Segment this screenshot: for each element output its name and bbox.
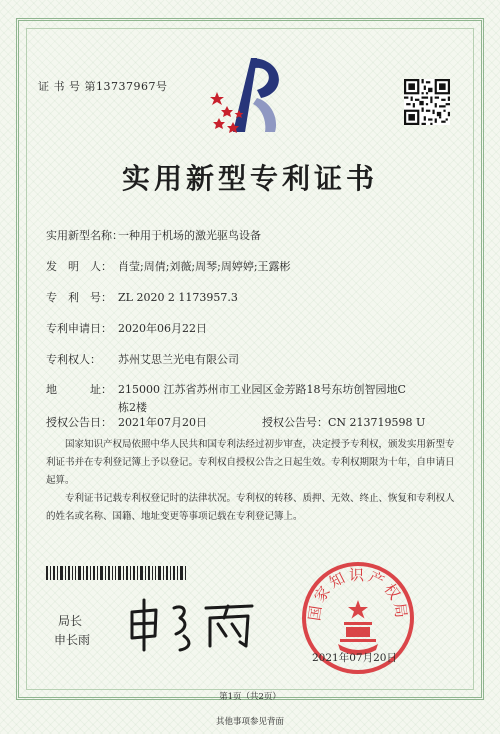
field-value: 苏州艾思兰光电有限公司 [118,353,239,366]
qr-code-icon [404,79,450,125]
address-field-label [46,381,118,397]
field-label: 授权公告号： [262,416,328,429]
body-paragraph: 专利证书记载专利权登记时的法律状况。专利权的转移、质押、无效、终止、恢复和专利权人的姓名或名称、国籍、地址变更等事项记载在专利登记簿上。 [46,493,455,522]
grant-announcement-number-field [262,414,425,430]
field-label: 发 明 人： [46,260,112,273]
patentee-field [46,351,239,367]
field-value: 2021年07月20日 [118,416,207,429]
seal-date: 2021年07月20日 [312,652,397,664]
field-value: ZL 2020 2 1173957.3 [118,291,238,304]
field-value: 2020年06月22日 [118,322,207,335]
field-label: 专 利 号： [46,291,112,304]
certificate-title: 实用新型专利证书 [121,162,378,195]
svg-text:国家知识产权局: 国家知识产权局 [305,565,411,622]
field-label: 地 址： [46,383,112,396]
director-title: 局长 [58,614,83,628]
director-name: 申长雨 [54,633,91,647]
address-line-1: 215000 江苏省苏州市工业园区金芳路18号东坊创智园地C [118,383,406,396]
patent-number-field [46,289,238,305]
inventors-field [46,258,291,274]
application-date-field [46,320,207,336]
certificate-number: 证 书 号 第13737967号 [38,80,168,93]
field-value: CN 213719598 U [328,416,426,429]
field-value: 肖莹;周倩;刘薇;周琴;周婷婷;王露彬 [118,260,291,273]
address-line-2: 栋2楼 [118,401,147,414]
back-side-note: 其他事项参见背面 [215,717,284,727]
field-label: 实用新型名称： [46,229,123,242]
page-number: 第1页（共2页） [219,692,281,702]
utility-model-name-field [46,227,261,243]
field-label: 专利申请日： [46,322,112,335]
grant-announcement-date-field [46,414,207,430]
field-label: 授权公告日： [46,416,112,429]
field-value: 一种用于机场的激光驱鸟设备 [118,229,261,242]
address-value [118,381,438,417]
handwritten-signature-icon [122,594,262,654]
barcode-icon [46,566,186,580]
body-paragraph: 国家知识产权局依照中华人民共和国专利法经过初步审查，决定授予专利权，颁发实用新型专利证书并在专利登记簿上予以登记。专利权自授权公告之日起生效。专利权期限为十年，自申请日起算。 [46,439,455,486]
patent-office-emblem-icon [205,40,295,140]
field-label: 专利权人： [46,353,101,366]
